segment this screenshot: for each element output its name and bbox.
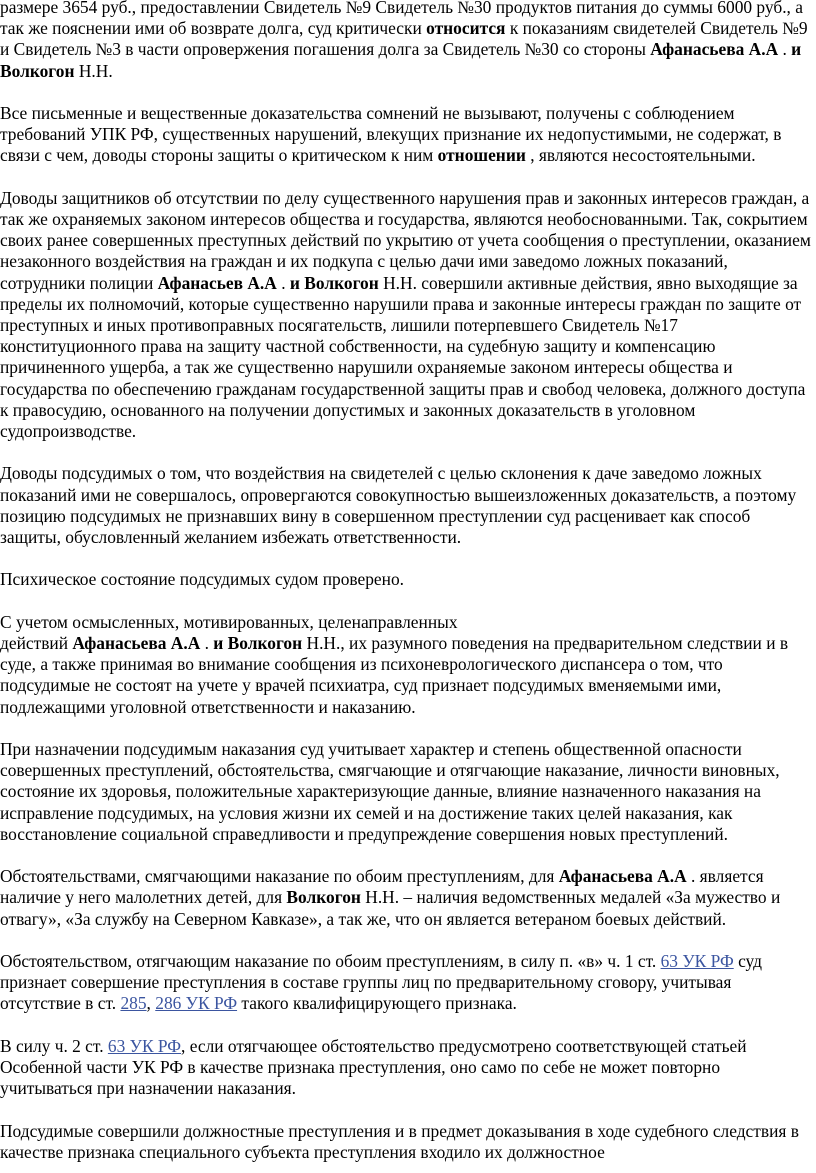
defendant-name: и Волкогон (289, 272, 379, 293)
paragraph-6: С учетом осмысленных, мотивированных, целенаправленных действий Афанасьева А.А . и Волкогон Н.Н., их разумного поведения на предварительном следствии и в суде, а также принимая во внимание сообщения из психоневрологического диспансера о том, что подсудимые не состоят на учете у врачей психиатра, суд признает подсудимых вменяемыми ими, подлежащими уголовной ответственности и наказанию. (0, 611, 789, 717)
defendant-name: и Волкогон (0, 39, 802, 81)
defendant-name: Афанасьева А.А (72, 633, 201, 654)
paragraph-3: Доводы защитников об отсутствии по делу существенного нарушения прав и законных интересов граждан, а так же охраняемых законом интересов общества и государства, являются необоснованными. Так, сокрытием своих ранее совершенных преступных действий по укрытию от учета сообщения о преступлении, оказанием незаконного воздействия на граждан и их подкупа с целью дачи ими заведомо ложных показаний, сотрудники полиции Афанасьев А.А . и Волкогон Н.Н. совершили активные действия, явно выходящие за пределы их полномочий, которые существенно нарушили права и законные интересы граждан по защите от преступных и иных противоправных посягательств, лишили потерпевшего Свидетель №17 конституционного права на защиту частной собственности, на судебную защиту и компенсацию причиненного ущерба, а так же существенно нарушили охраняемые законом интересы общества и государства по обеспечению гражданам государственной защиты прав и свобод человека, должного доступа к правосудию, основанного на получении допустимых и законных доказательств в уголовном судопроизводстве. (0, 187, 811, 442)
paragraph-9: Обстоятельством, отягчающим наказание по обоим преступлениям, в силу п. «в» ч. 1 ст. 63 УК РФ суд признает совершение преступления в составе группы лиц по предварительному сговору, учитывая отсутствие в ст. 285, 286 УК РФ такого квалифицирующего признака. (0, 951, 763, 1014)
paragraph-7: При назначении подсудимым наказания суд учитывает характер и степень общественной опасности совершенных преступлений, обстоятельства, смягчающие и отягчающие наказание, личности виновных, состояние их здоровья, положительные характеризующие данные, влияние назначенного наказания на исправление подсудимых, на условия жизни их семей и на достижение таких целей наказания, как восстановление социальной справедливости и предупреждение совершения новых преступлений. (0, 739, 780, 844)
link-article-63[interactable]: 63 УК РФ (660, 951, 734, 972)
defendant-name: Волкогон (286, 887, 361, 908)
paragraph-4: Доводы подсудимых о том, что воздействия на свидетелей с целью склонения к даче заведомо ложных показаний ими не совершалось, опровергаются совокупностью вышеизложенных доказательств, а поэтому позицию подсудимых не признавших вину в совершенном преступлении суд расценивает как способ защиты, обусловленный желанием избежать ответственности. (0, 463, 797, 548)
paragraph-2: Все письменные и вещественные доказательства сомнений не вызывают, получены с соблюдением требований УПК РФ, существенных нарушений, влекущих признание их недопустимыми, не содержат, в связи с чем, доводы стороны защиты о критическом к ним отношении , являются несостоятельными. (0, 103, 782, 166)
paragraph-8: Обстоятельствами, смягчающими наказание по обоим преступлениям, для Афанасьева А.А . является наличие у него малолетних детей, для Волкогон Н.Н. – наличия ведомственных медалей «За мужество и отвагу», «За службу на Северном Кавказе», а так же, что он является ветераном боевых действий. (0, 866, 781, 929)
paragraph-11: Подсудимые совершили должностные преступления и в предмет доказывания в ходе судебного следствия в качестве признака специального субъекта преступления входило их должностное (0, 1120, 799, 1162)
paragraph-5: Психическое состояние подсудимых судом проверено. (0, 569, 404, 590)
link-article-286[interactable]: 286 УК РФ (155, 993, 238, 1014)
link-article-63[interactable]: 63 УК РФ (107, 1035, 182, 1056)
link-article-285[interactable]: 285 (120, 993, 147, 1014)
defendant-name: Афанасьева А.А (650, 39, 779, 60)
defendant-name: и Волкогон (213, 633, 303, 654)
bold-text: отношении (437, 145, 526, 166)
paragraph-10: В силу ч. 2 ст. 63 УК РФ, если отягчающее обстоятельство предусмотрено соответствующей статьей Особенной части УК РФ в качестве признака преступления, оно само по себе не может повторно учитываться при назначении наказания. (0, 1035, 747, 1099)
paragraph-1: размере 3654 руб., предоставлении Свидетель №9 Свидетель №30 продуктов питания до суммы 6000 руб., а так же пояснении ими об возврате долга, суд критически относится к показаниям свидетелей Свидетель №9 и Свидетель №3 в части опровержения погашения долга за Свидетель №30 со стороны Афанасьева А.А . и Волкогон Н.Н. (0, 0, 808, 81)
bold-text: относится (426, 18, 506, 39)
defendant-name: Афанасьева А.А (558, 866, 687, 887)
defendant-name: Афанасьев А.А (157, 272, 277, 293)
